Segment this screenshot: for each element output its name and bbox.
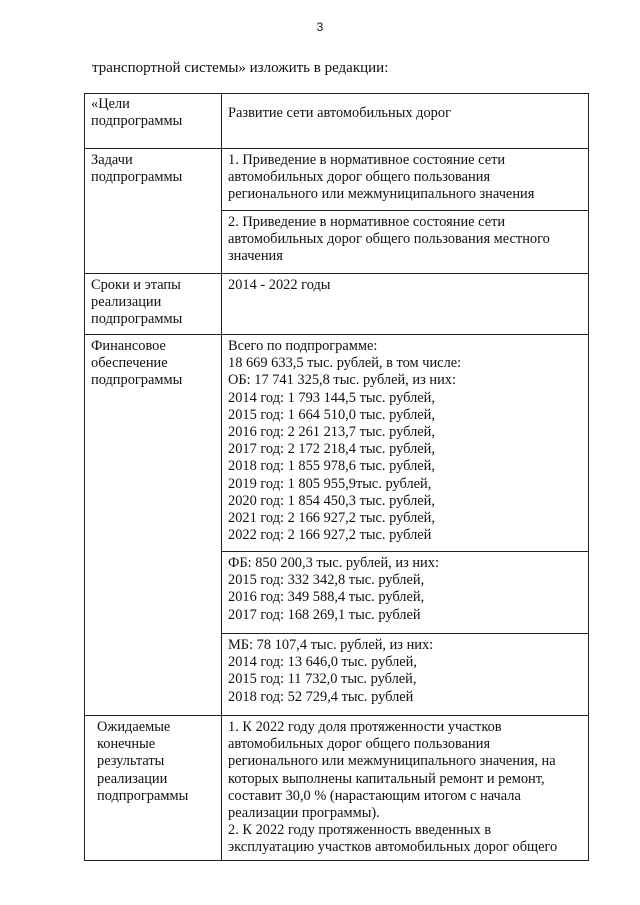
tasks-label [85,149,222,274]
label-line: подпрограммы [91,169,183,186]
task-2-value [222,211,589,274]
page-number: 3 [316,20,324,34]
label-line: конечные [97,736,156,753]
finance-federal-budget [222,552,589,634]
value-line: 2017 год: 2 172 218,4 тыс. рублей, [228,441,435,458]
label-line: подпрограммы [91,372,183,389]
value-line: 2021 год: 2 166 927,2 тыс. рублей, [228,510,435,527]
table-row-goal [85,94,589,149]
value-line: 2020 год: 1 854 450,3 тыс. рублей, [228,492,435,509]
value-line: 2014 год: 1 793 144,5 тыс. рублей, [228,389,435,406]
subprogram-passport-table [84,93,589,861]
finance-regional-budget [222,335,589,552]
label-line: Ожидаемые [97,719,171,735]
value-line: 2018 год: 52 729,4 тыс. рублей [228,688,414,705]
terms-value [222,274,589,335]
table-row-finance [85,335,589,552]
value-line: 1. Приведение в нормативное состояние сети [228,152,506,168]
value-line: 2015 год: 1 664 510,0 тыс. рублей, [228,406,435,423]
value-line: 2015 год: 11 732,0 тыс. рублей, [228,671,417,688]
value-line: ФБ: 850 200,3 тыс. рублей, из них: [228,555,439,571]
value-line: составит 30,0 % (нарастающим итогом с начала [228,787,521,804]
value-line: 18 669 633,5 тыс. рублей, в том числе: [228,355,462,372]
intro-text: транспортной системы» изложить в редакции: [92,60,389,76]
goal-label [85,94,222,149]
label-line: подпрограммы [91,113,183,130]
value-line: 2016 год: 349 588,4 тыс. рублей, [228,589,425,606]
value-line: 2019 год: 1 805 955,9тыс. рублей, [228,475,432,492]
value-line: которых выполнены капитальный ремонт и ремонт, [228,770,545,787]
value-line: МБ: 78 107,4 тыс. рублей, из них: [228,637,434,653]
table-row-results [85,716,589,861]
value-line: 2016 год: 2 261 213,7 тыс. рублей, [228,424,435,441]
label-line: реализации [91,294,162,311]
label-line: реализации [97,770,168,787]
value-line: 1. К 2022 году доля протяженности участков [228,719,502,735]
results-label [85,716,222,861]
task-1-value [222,149,589,211]
value-line: Развитие сети автомобильных дорог [228,105,451,121]
value-line: 2015 год: 332 342,8 тыс. рублей, [228,572,425,589]
value-line: 2. Приведение в нормативное состояние сети [228,214,506,230]
label-line: Сроки и этапы [91,277,181,293]
table-row-terms [85,274,589,335]
table-row-tasks [85,149,589,211]
value-line: эксплуатацию участков автомобильных дорог общего [228,839,558,856]
value-line: 2018 год: 1 855 978,6 тыс. рублей, [228,458,435,475]
value-line: регионального или межмуниципального значения [228,186,535,203]
value-line: 2. К 2022 году протяженность введенных в [228,822,492,839]
value-line: реализации программы). [228,805,380,822]
label-line: «Цели [91,96,130,112]
value-line: регионального или межмуниципального значения, на [228,753,556,770]
label-line: Финансовое [91,338,166,354]
label-line: подпрограммы [91,311,183,328]
value-line: автомобильных дорог общего пользования [228,169,491,186]
value-line: Всего по подпрограмме: [228,338,378,354]
value-line: автомобильных дорог общего пользования [228,736,491,753]
value-line: автомобильных дорог общего пользования местного [228,231,550,248]
value-line: 2022 год: 2 166 927,2 тыс. рублей [228,527,432,544]
value-line: ОБ: 17 741 325,8 тыс. рублей, из них: [228,372,456,389]
results-value [222,716,589,861]
value-line: 2014 - 2022 годы [228,277,331,293]
value-line: значения [228,248,283,265]
terms-label [85,274,222,335]
goal-value [222,94,589,149]
label-line: обеспечение [91,355,168,372]
finance-municipal-budget [222,634,589,716]
value-line: 2014 год: 13 646,0 тыс. рублей, [228,654,417,671]
value-line: 2017 год: 168 269,1 тыс. рублей [228,606,421,623]
label-line: результаты [97,753,165,770]
label-line: подпрограммы [97,787,189,804]
finance-label [85,335,222,716]
label-line: Задачи [91,152,133,168]
